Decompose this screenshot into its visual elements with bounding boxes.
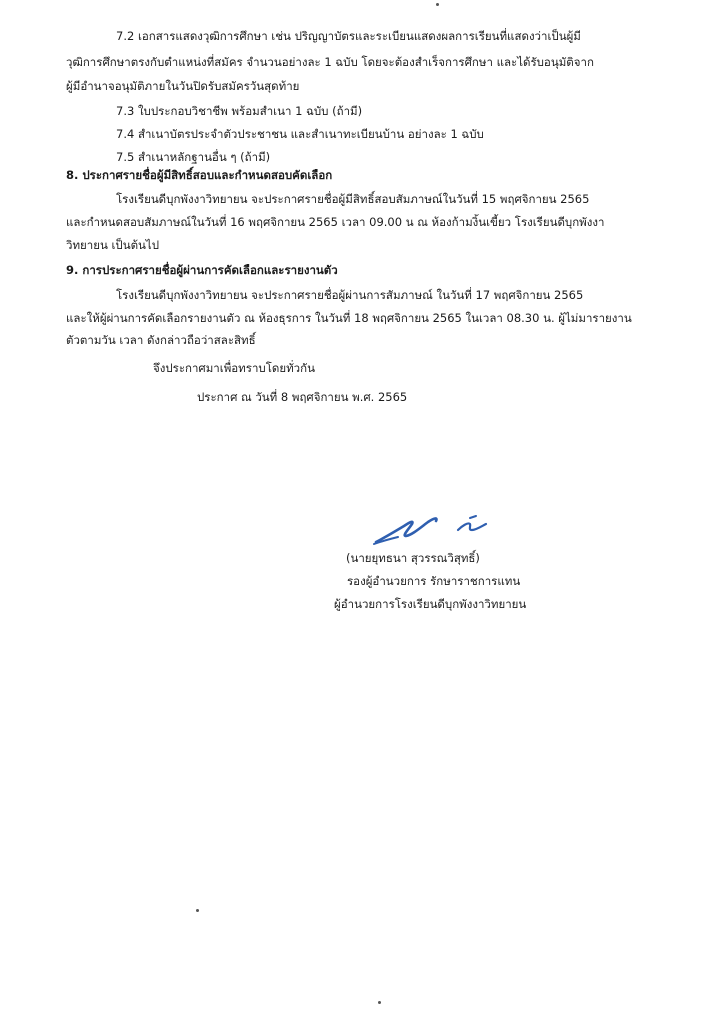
section7-item4: 7.4 สำเนาบัตรประจำตัวประชาชน และสำเนาทะเบียนบ้าน อย่างละ 1 ฉบับ bbox=[116, 127, 484, 141]
section8-heading: 8. ประกาศรายชื่อผู้มีสิทธิ์สอบและกำหนดสอบคัดเลือก bbox=[66, 168, 333, 182]
section9-line2: และให้ผู้ผ่านการคัดเลือกรายงานตัว ณ ห้องธุรการ ในวันที่ 18 พฤศจิกายน 2565 ในเวลา 08.30 น. ผู้ไม่มารายงาน bbox=[66, 311, 632, 325]
section8-line2: และกำหนดสอบสัมภาษณ์ในวันที่ 16 พฤศจิกายน 2565 เวลา 09.00 น ณ ห้องก้ามงิ้นเขี้ยว โรงเรียนดีบุกพังงา bbox=[66, 215, 605, 229]
section9-line3: ตัวตามวัน เวลา ดังกล่าวถือว่าสละสิทธิ์ bbox=[66, 333, 256, 347]
section7-item2-line1: 7.2 เอกสารแสดงวุฒิการศึกษา เช่น ปริญญาบัตรและระเบียนแสดงผลการเรียนที่แสดงว่าเป็นผู้มี bbox=[116, 29, 581, 43]
signatory-name: (นายยุทธนา สุวรรณวิสุทธิ์) bbox=[346, 551, 480, 565]
section9-line1: โรงเรียนดีบุกพังงาวิทยายน จะประกาศรายชื่อผู้ผ่านการสัมภาษณ์ ในวันที่ 17 พฤศจิกายน 2565 bbox=[116, 288, 584, 302]
section7-item3: 7.3 ใบประกอบวิชาชีพ พร้อมสำเนา 1 ฉบับ (ถ้ามี) bbox=[116, 104, 363, 118]
closing-date: ประกาศ ณ วันที่ 8 พฤศจิกายน พ.ศ. 2565 bbox=[197, 390, 408, 404]
section8-line3: วิทยายน เป็นต้นไป bbox=[66, 238, 159, 252]
signatory-title1: รองผู้อำนวยการ รักษาราชการแทน bbox=[347, 574, 521, 588]
scan-speck bbox=[378, 1001, 381, 1004]
section9-heading: 9. การประกาศรายชื่อผู้ผ่านการคัดเลือกและรายงานตัว bbox=[66, 263, 338, 277]
section7-item2-line2: วุฒิการศึกษาตรงกับตำแหน่งที่สมัคร จำนวนอย่างละ 1 ฉบับ โดยจะต้องสำเร็จการศึกษา และได้รับอนุมัติจาก bbox=[66, 55, 594, 69]
scan-speck bbox=[436, 3, 439, 6]
scan-speck bbox=[196, 909, 199, 912]
section8-line1: โรงเรียนดีบุกพังงาวิทยายน จะประกาศรายชื่อผู้มีสิทธิ์สอบสัมภาษณ์ในวันที่ 15 พฤศจิกายน 2565 bbox=[116, 192, 590, 206]
signature-image bbox=[372, 508, 504, 548]
section7-item5: 7.5 สำเนาหลักฐานอื่น ๆ (ถ้ามี) bbox=[116, 150, 271, 164]
section7-item2-line3: ผู้มีอำนาจอนุมัติภายในวันปิดรับสมัครวันสุดท้าย bbox=[66, 79, 300, 93]
signatory-title2: ผู้อำนวยการโรงเรียนดีบุกพังงาวิทยายน bbox=[334, 597, 527, 611]
closing-announce: จึงประกาศมาเพื่อทราบโดยทั่วกัน bbox=[153, 361, 315, 375]
